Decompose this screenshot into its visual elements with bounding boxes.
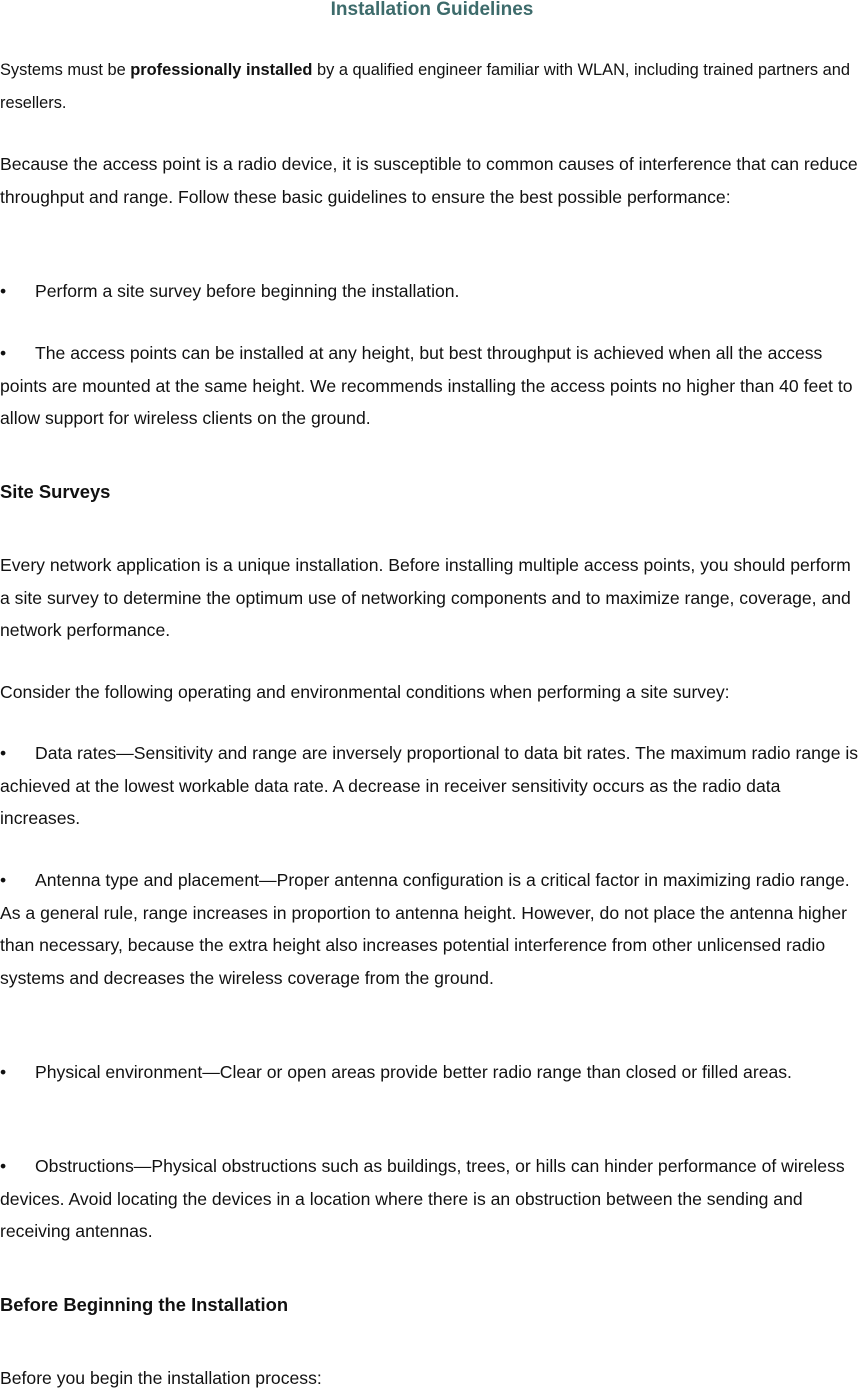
intro-bold: professionally installed (130, 61, 313, 79)
list-item (0, 275, 864, 308)
list-item (0, 337, 864, 435)
list-item (0, 864, 864, 994)
conditions-paragraph: Consider the following operating and environmental conditions when performing a site survey: (0, 682, 730, 702)
bullet-icon: • (0, 1156, 7, 1176)
bullet-icon: • (0, 743, 7, 763)
list-item (0, 1150, 864, 1248)
bullet-icon: • (0, 281, 7, 301)
list-item-text: The access points can be installed at any height, but best throughput is achieved when all the access points are mounted at the same height. We recommends installing the access points no higher than 40 feet to allow support for wireless clients on the ground. (0, 343, 853, 429)
list-item-text: Perform a site survey before beginning the installation. (35, 281, 460, 301)
list-item (0, 737, 864, 835)
list-item-text: Data rates—Sensitivity and range are inversely proportional to data bit rates. The maximum radio range is achieved at the lowest workable data rate. A decrease in receiver sensitivity occurs as the radio data increases. (0, 743, 859, 829)
intro-paragraph (0, 54, 864, 119)
intro-prefix: Systems must be (0, 61, 131, 79)
bullet-icon: • (0, 343, 7, 363)
section-heading-before-installation: Before Beginning the Installation (0, 1294, 289, 1315)
bullet-icon: • (0, 1062, 7, 1082)
page-title: Installation Guidelines (330, 0, 534, 20)
section-heading-site-surveys: Site Surveys (0, 481, 111, 502)
intro-suffix: by a qualified engineer familiar with WLAN, including trained partners and resellers. (0, 61, 850, 112)
list-item-text: Antenna type and placement—Proper antenna configuration is a critical factor in maximizing radio range. As a general rule, range increases in proportion to antenna height. However, do not place the antenna higher than necessary, because the extra height also increases potential interference from other unlicensed radio systems and decreases the wireless coverage from the ground. (0, 870, 850, 988)
list-item (0, 1056, 864, 1089)
site-survey-paragraph: Every network application is a unique installation. Before installing multiple access points, you should perform a site survey to determine the optimum use of networking components and to maximize range, coverage, and network performance. (0, 555, 851, 641)
list-item-text: Physical environment—Clear or open areas provide better radio range than closed or filled areas. (35, 1062, 792, 1082)
interference-paragraph: Because the access point is a radio device, it is susceptible to common causes of interference that can reduce throughput and range. Follow these basic guidelines to ensure the best possible performance: (0, 154, 858, 207)
bullet-icon: • (0, 870, 7, 890)
before-install-paragraph: Before you begin the installation process: (0, 1368, 322, 1388)
list-item-text: Obstructions—Physical obstructions such as buildings, trees, or hills can hinder performance of wireless devices. Avoid locating the devices in a location where there is an obstruction between the sending and receiving antennas. (0, 1156, 845, 1242)
